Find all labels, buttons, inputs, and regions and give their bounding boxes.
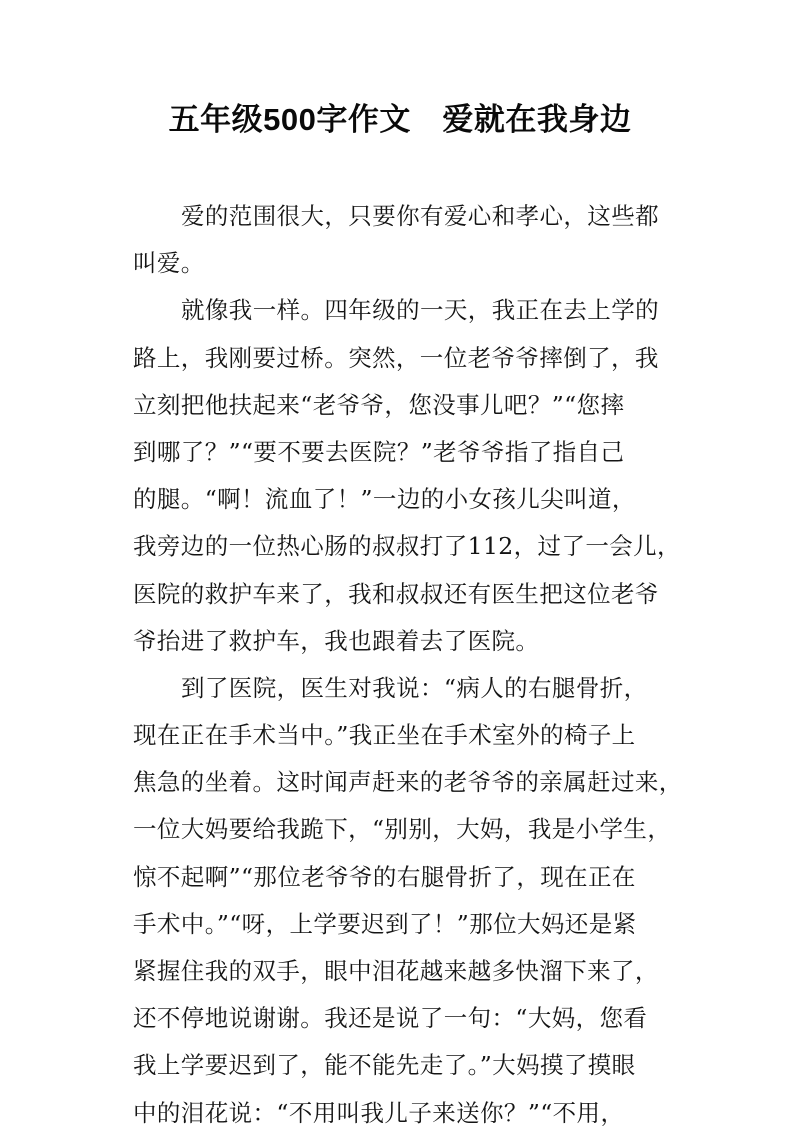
text-line: 医院的救护车来了，我和叔叔还有医生把这位老爷 bbox=[133, 579, 659, 608]
text-line: 爱的范围很大，只要你有爱心和孝心，这些都 bbox=[181, 202, 659, 230]
text-line: 就像我一样。四年级的一天，我正在去上学的 bbox=[181, 296, 659, 325]
text-line: 惊不起啊”“那位老爷爷的右腿骨折了，现在正在 bbox=[133, 862, 636, 891]
text-line: 我旁边的一位热心肠的叔叔打了112，过了一会儿， bbox=[133, 532, 681, 561]
text-line: 叫爱。 bbox=[133, 249, 205, 278]
text-line: 到了医院，医生对我说：“病人的右腿骨折， bbox=[181, 673, 648, 702]
text-line: 还不停地说谢谢。我还是说了一句：“大妈，您看 bbox=[133, 1004, 648, 1033]
document-body bbox=[133, 193, 683, 1137]
text-line: 的腿。“啊！流血了！”一边的小女孩儿尖叫道， bbox=[133, 485, 636, 514]
text-line: 手术中。”“呀，上学要迟到了！”那位大妈还是紧 bbox=[133, 909, 637, 938]
text-line: 一位大妈要给我跪下，“别别，大妈，我是小学生， bbox=[133, 815, 672, 844]
text-line: 路上，我刚要过桥。突然，一位老爷爷摔倒了，我 bbox=[133, 343, 659, 372]
paragraph bbox=[133, 287, 681, 665]
text-line: 焦急的坐着。这时闻声赶来的老爷爷的亲属赶过来， bbox=[133, 768, 683, 797]
text-line: 立刻把他扶起来“老爷爷，您没事儿吧？”“您摔 bbox=[133, 390, 625, 419]
text-line: 紧握住我的双手，眼中泪花越来越多快溜下来了， bbox=[133, 957, 659, 985]
text-line: 爷抬进了救护车，我也跟着去了医院。 bbox=[133, 626, 540, 655]
paragraph bbox=[133, 665, 683, 1137]
paragraph bbox=[133, 193, 673, 287]
text-line: 中的泪花说：“不用叫我儿子来送你？”“不用， bbox=[133, 1098, 625, 1127]
text-line: 我上学要迟到了，能不能先走了。”大妈摸了摸眼 bbox=[133, 1051, 636, 1080]
document-title: 五年级500字作文 爱就在我身边 bbox=[168, 102, 632, 137]
text-line: 现在正在手术当中。”我正坐在手术室外的椅子上 bbox=[133, 721, 636, 750]
text-line: 到哪了？”“要不要去医院？”老爷爷指了指自己 bbox=[133, 437, 625, 466]
